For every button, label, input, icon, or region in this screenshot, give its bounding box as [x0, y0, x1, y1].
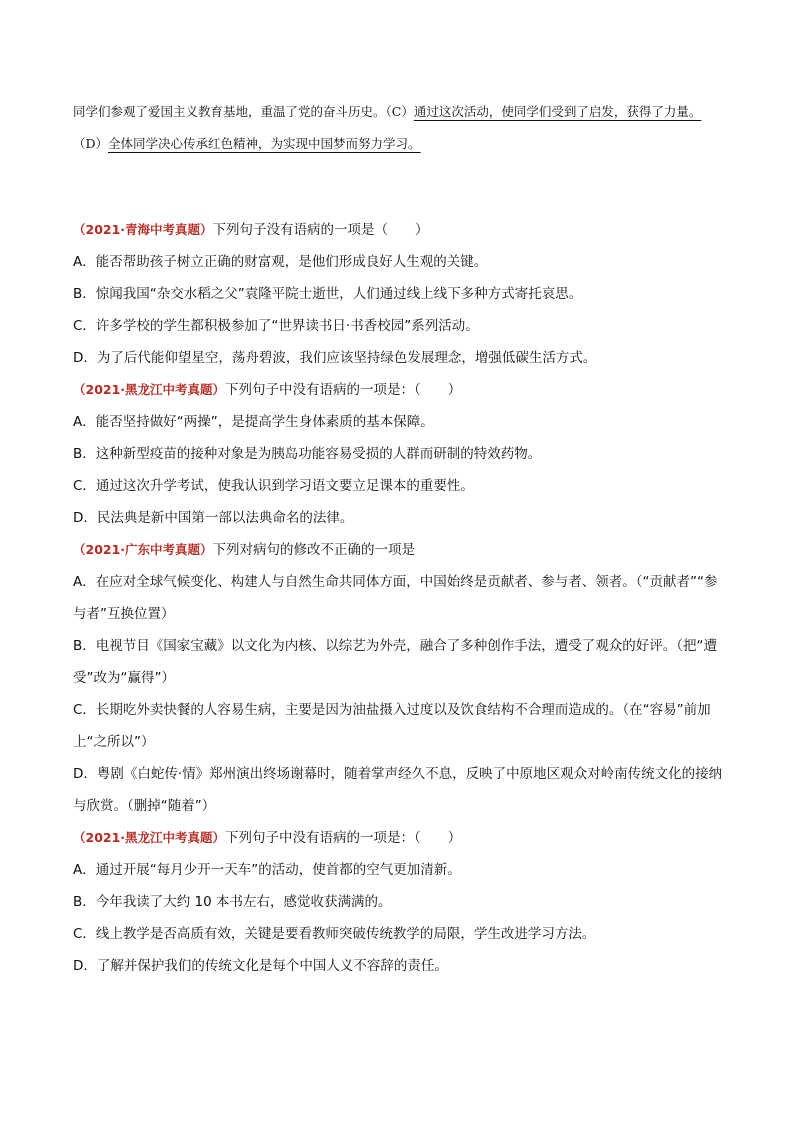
- option-b: B．这种新型疫苗的接种对象是为胰岛功能容易受损的人群而研制的特效药物。: [73, 446, 542, 462]
- intro-paragraph: [73, 96, 723, 160]
- option-d: D．民法典是新中国第一部以法典命名的法律。: [73, 510, 354, 526]
- intro-d-text: 全体同学决心传承红色精神，为实现中国梦而努力学习。: [108, 136, 421, 151]
- option-b: B．今年我读了大约 10 本书左右，感觉收获满满的。: [73, 894, 392, 910]
- question-4: [73, 822, 723, 982]
- question-title: [73, 822, 723, 854]
- option-d: D．粤剧《白蛇传·情》郑州演出终场谢幕时，随着掌声经久不息，反映了中原地区观众对岭南传统文化的接纳与欣赏。（删掉“随着”）: [73, 766, 723, 814]
- option-d: D．了解并保护我们的传统文化是每个中国人义不容辞的责任。: [73, 958, 448, 974]
- option-b: B．电视节目《国家宝藏》以文化为内核、以综艺为外壳，融合了多种创作手法，遭受了观众的好评。（把“遭受”改为“赢得”）: [73, 638, 718, 686]
- question-source: （2021·黑龙江中考真题）: [73, 382, 226, 397]
- intro-d-label: （D）: [73, 136, 109, 151]
- question-source: （2021·广东中考真题）: [73, 542, 213, 557]
- option-a: A．能否帮助孩子树立正确的财富观，是他们形成良好人生观的关键。: [73, 254, 488, 270]
- question-stem: 下列句子中没有语病的一项是：（ ）: [225, 382, 462, 398]
- question-title: [73, 214, 723, 246]
- question-3: [73, 534, 723, 822]
- question-stem: 下列句子没有语病的一项是（ ）: [212, 222, 429, 238]
- question-list: [73, 214, 723, 982]
- option-c: C．许多学校的学生都积极参加了“世界读书日·书香校园”系列活动。: [73, 318, 479, 334]
- document-page: [73, 96, 723, 982]
- question-stem: 下列句子中没有语病的一项是：（ ）: [225, 830, 462, 846]
- question-1: [73, 214, 723, 374]
- option-c: C．通过这次升学考试，使我认识到学习语文要立足课本的重要性。: [73, 478, 474, 494]
- question-title: [73, 534, 723, 566]
- question-stem: 下列对病句的修改不正确的一项是: [212, 542, 416, 558]
- option-a: A．在应对全球气候变化、构建人与自然生命共同体方面，中国始终是贡献者、参与者、领者。（“贡献者”“参与者”互换位置）: [73, 574, 718, 622]
- intro-c-text: 通过这次活动，使同学们受到了启发，获得了力量。: [413, 104, 702, 119]
- question-title: [73, 374, 723, 406]
- option-a: A．通过开展“每月少开一天车”的活动，使首都的空气更加清新。: [73, 862, 461, 878]
- option-c: C．长期吃外卖快餐的人容易生病，主要是因为油盐摄入过度以及饮食结构不合理而造成的。（在“容易”前加上“之所以”）: [73, 702, 711, 750]
- option-a: A．能否坚持做好“两操”，是提高学生身体素质的基本保障。: [73, 414, 434, 430]
- intro-text: 同学们参观了爱国主义教育基地，重温了党的奋斗历史。: [73, 104, 386, 119]
- option-c: C．线上教学是否高质有效，关键是要看教师突破传统教学的局限，学生改进学习方法。: [73, 926, 596, 942]
- option-d: D．为了后代能仰望星空，荡舟碧波，我们应该坚持绿色发展理念，增强低碳生活方式。: [73, 350, 597, 366]
- question-source: （2021·黑龙江中考真题）: [73, 830, 226, 845]
- question-2: [73, 374, 723, 534]
- intro-c-label: （C）: [385, 104, 414, 119]
- option-b: B．惊闻我国“杂交水稻之父”袁隆平院士逝世，人们通过线上线下多种方式寄托哀思。: [73, 286, 583, 302]
- question-source: （2021·青海中考真题）: [73, 222, 213, 237]
